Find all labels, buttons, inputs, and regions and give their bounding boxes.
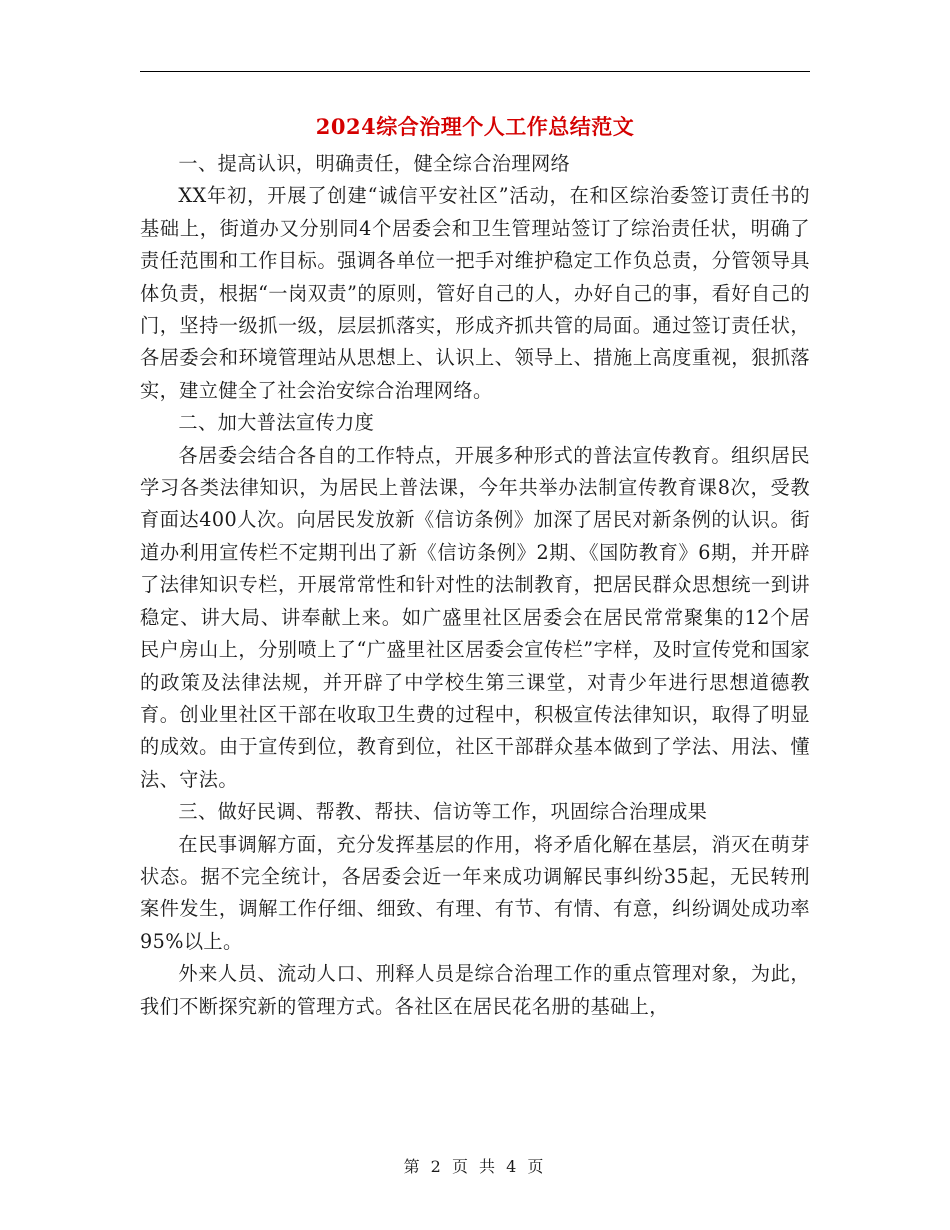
paragraph: 在民事调解方面，充分发挥基层的作用，将矛盾化解在基层，消灭在萌芽状态。据不完全统计，各居委会近一年来成功调解民事纠纷35起，无民转刑案件发生，调解工作仔细、细致、有理、有节、有情、有意，纠纷调处成功率95%以上。 [140, 832, 810, 953]
paragraph: 各居委会结合各自的工作特点，开展多种形式的普法宣传教育。组织居民学习各类法律知识，为居民上普法课，今年共举办法制宣传教育课8次，受教育面达400人次。向居民发放新《信访条例》加深了居民对新条例的认识。街道办利用宣传栏不定期刊出了新《信访条例》2期、《国防教育》6期，并开辟了法律知识专栏，开展常常性和针对性的法制教育，把居民群众思想统一到讲稳定、讲大局、讲奉献上来。如广盛里社区居委会在居民常常聚集的12个居民户房山上，分别喷上了“广盛里社区居委会宣传栏”字样，及时宣传党和国家的政策及法律法规，并开辟了中学校生第三课堂，对青少年进行思想道德教育。创业里社区干部在收取卫生费的过程中，积极宣传法律知识，取得了明显的成效。由于宣传到位，教育到位，社区干部群众基本做到了学法、用法、懂法、守法。 [140, 443, 810, 791]
header-rule [140, 71, 810, 72]
document-title: 2024综合治理个人工作总结范文 [315, 114, 635, 139]
page-footer: 第 2 页 共 4 页 [403, 1157, 547, 1176]
section-heading-1: 一、提高认识，明确责任，健全综合治理网络 [178, 152, 571, 175]
paragraph: 外来人员、流动人口、刑释人员是综合治理工作的重点管理对象，为此，我们不断探究新的管理方式。各社区在居民花名册的基础上， [140, 962, 810, 1018]
section-heading-3: 三、做好民调、帮教、帮扶、信访等工作，巩固综合治理成果 [178, 800, 708, 824]
document-body [140, 148, 810, 1023]
paragraph: XX年初，开展了创建“诚信平安社区”活动，在和区综治委签订责任书的基础上，街道办又分别同4个居委会和卫生管理站签订了综治责任状，明确了责任范围和工作目标。强调各单位一把手对维护稳定工作负总责，分管领导具体负责，根据“一岗双责”的原则，管好自己的人，办好自己的事，看好自己的门，坚持一级抓一级，层层抓落实，形成齐抓共管的局面。通过签订责任状，各居委会和环境管理站从思想上、认识上、领导上、措施上高度重视，狠抓落实，建立健全了社会治安综合治理网络。 [140, 184, 810, 402]
section-heading-2: 二、加大普法宣传力度 [178, 411, 375, 435]
